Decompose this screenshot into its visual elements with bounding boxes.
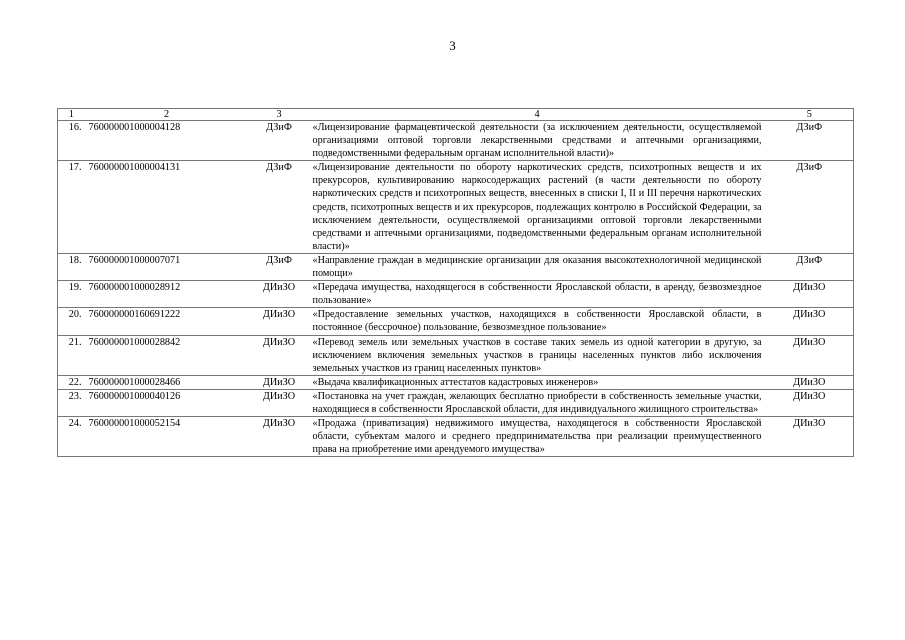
responsible-department: ДИиЗО	[766, 375, 854, 389]
header-col-4: 4	[311, 109, 766, 121]
service-name: «Продажа (приватизация) недвижимого имущества, находящегося в собственности Ярославской области, субъектам малого и среднего предпринимательства при реализации преимущественного права на приобретение ими арендуемого имущества»	[311, 417, 766, 457]
table-row	[58, 417, 854, 457]
service-name: «Постановка на учет граждан, желающих бесплатно приобрести в собственность земельные участки, находящиеся в собственности Ярославской области, для индивидуального жилищного строительства»	[311, 389, 766, 416]
responsible-department: ДИиЗО	[766, 281, 854, 308]
service-code: 760000000160691222	[86, 308, 248, 335]
service-code: 760000001000028466	[86, 375, 248, 389]
row-number: 16.	[58, 121, 86, 161]
service-code: 760000001000040126	[86, 389, 248, 416]
service-code: 760000001000028912	[86, 281, 248, 308]
page-number: 3	[449, 38, 456, 53]
header-col-2: 2	[86, 109, 248, 121]
responsible-department: ДЗиФ	[766, 161, 854, 254]
row-number: 23.	[58, 389, 86, 416]
table-row	[58, 121, 854, 161]
department: ДЗиФ	[248, 161, 311, 254]
department: ДИиЗО	[248, 389, 311, 416]
department: ДИиЗО	[248, 335, 311, 375]
service-code: 760000001000052154	[86, 417, 248, 457]
row-number: 18.	[58, 253, 86, 280]
header-col-5: 5	[766, 109, 854, 121]
table-row	[58, 335, 854, 375]
service-name: «Перевод земель или земельных участков в составе таких земель из одной категории в другую, за исключением включения земельных участков в границы населенных пунктов либо исключения земельных участков из границ населенных пунктов»	[311, 335, 766, 375]
table-row	[58, 308, 854, 335]
responsible-department: ДИиЗО	[766, 335, 854, 375]
service-name: «Выдача квалификационных аттестатов кадастровых инженеров»	[311, 375, 766, 389]
service-name: «Направление граждан в медицинские организации для оказания высокотехнологичной медицинской помощи»	[311, 253, 766, 280]
responsible-department: ДИиЗО	[766, 389, 854, 416]
service-name: «Передача имущества, находящегося в собственности Ярославской области, в аренду, безвозмездное пользование»	[311, 281, 766, 308]
service-code: 760000001000004128	[86, 121, 248, 161]
service-code: 760000001000007071	[86, 253, 248, 280]
department: ДИиЗО	[248, 281, 311, 308]
responsible-department: ДЗиФ	[766, 121, 854, 161]
responsible-department: ДЗиФ	[766, 253, 854, 280]
table-row	[58, 281, 854, 308]
table-row	[58, 375, 854, 389]
department: ДЗиФ	[248, 253, 311, 280]
service-code: 760000001000028842	[86, 335, 248, 375]
department: ДИиЗО	[248, 375, 311, 389]
row-number: 21.	[58, 335, 86, 375]
header-col-1: 1	[58, 109, 86, 121]
service-name: «Лицензирование деятельности по обороту наркотических средств, психотропных веществ и их прекурсоров, культивированию наркосодержащих растений (в части деятельности по обороту наркотических средств и психотропных веществ, внесенных в списки I, II и III перечня наркотических средств, психотропных веществ и их прекурсоров, подлежащих контролю в Российской Федерации, за исключением деятельности, осуществляемой организациями оптовой торговли лекарственными средствами и аптечными организациями, подведомственными федеральным органам исполнительной власти)»	[311, 161, 766, 254]
row-number: 24.	[58, 417, 86, 457]
table-row	[58, 161, 854, 254]
responsible-department: ДИиЗО	[766, 308, 854, 335]
service-code: 760000001000004131	[86, 161, 248, 254]
row-number: 20.	[58, 308, 86, 335]
row-number: 22.	[58, 375, 86, 389]
table-row	[58, 253, 854, 280]
table-row	[58, 389, 854, 416]
service-name: «Лицензирование фармацевтической деятельности (за исключением деятельности, осуществляемой организациями оптовой торговли лекарственными средствами и аптечными организациями, подведомственными федеральным органам исполнительной власти)»	[311, 121, 766, 161]
services-table	[57, 108, 854, 457]
table-header-row	[58, 109, 854, 121]
department: ДИиЗО	[248, 417, 311, 457]
row-number: 17.	[58, 161, 86, 254]
department: ДЗиФ	[248, 121, 311, 161]
row-number: 19.	[58, 281, 86, 308]
department: ДИиЗО	[248, 308, 311, 335]
service-name: «Предоставление земельных участков, находящихся в собственности Ярославской области, в постоянное (бессрочное) пользование, безвозмездное пользование»	[311, 308, 766, 335]
header-col-3: 3	[248, 109, 311, 121]
responsible-department: ДИиЗО	[766, 417, 854, 457]
